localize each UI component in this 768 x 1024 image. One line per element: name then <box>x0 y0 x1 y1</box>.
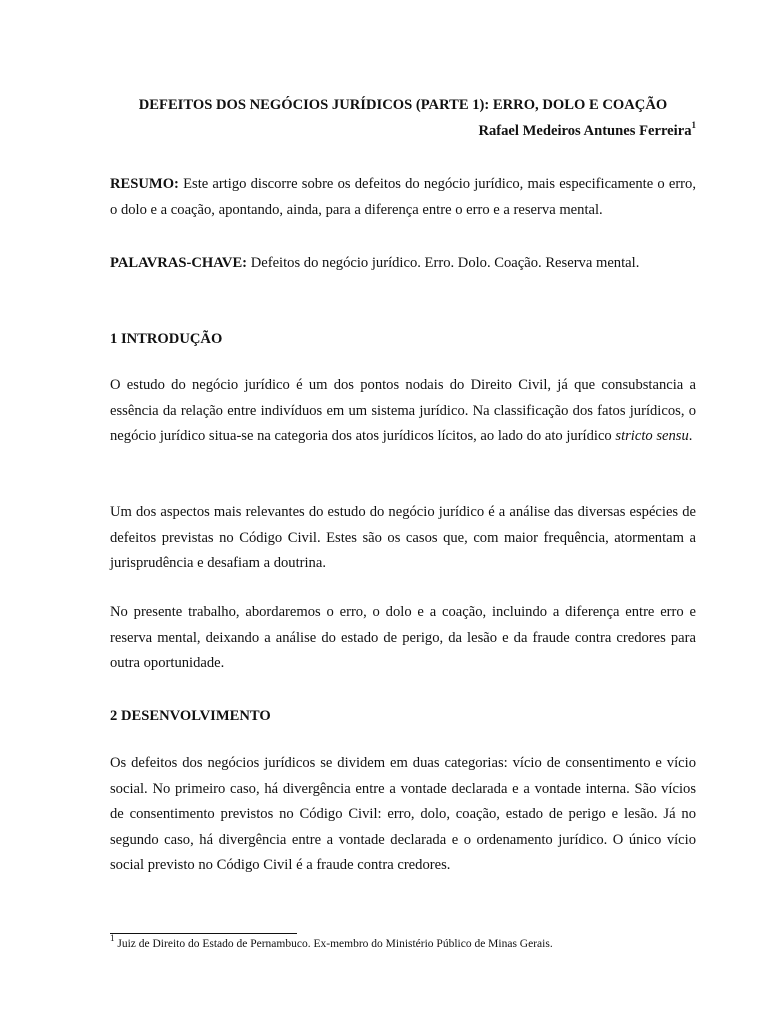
keywords-paragraph <box>110 251 696 277</box>
abstract-paragraph <box>110 172 696 223</box>
intro-paragraph-1 <box>110 373 696 450</box>
intro-paragraph-2: Um dos aspectos mais relevantes do estudo do negócio jurídico é a análise das diversas espécies de defeitos previstas no Código Civil. Estes são os casos que, com maior frequência, atormentam a jurisprudência e desafiam a doutrina. <box>110 504 696 571</box>
section-heading-development: 2 DESENVOLVIMENTO <box>110 708 271 724</box>
author-footnote-marker: 1 <box>691 120 696 131</box>
keywords-text: Defeitos do negócio jurídico. Erro. Dolo. Coação. Reserva mental. <box>247 255 640 271</box>
footnote-divider <box>110 933 297 934</box>
footnote <box>110 933 553 952</box>
footnote-marker: 1 <box>110 933 115 944</box>
section-heading-introduction: 1 INTRODUÇÃO <box>110 331 223 347</box>
author-line <box>478 121 696 141</box>
author-name: Rafael Medeiros Antunes Ferreira <box>478 123 692 139</box>
development-paragraph-1: Os defeitos dos negócios jurídicos se dividem em duas categorias: vício de consentimento e vício social. No primeiro caso, há divergência entre a vontade declarada e a vontade interna. São vícios de consentimento previstos no Código Civil: erro, dolo, coação, estado de perigo e lesão. Já no segundo caso, há divergência entre a vontade declarada e o ordenamento jurídico. O único vício social previsto no Código Civil é a fraude contra credores. <box>110 755 696 873</box>
abstract-text: Este artigo discorre sobre os defeitos do negócio jurídico, mais especificamente o erro, o dolo e a coação, apontando, ainda, para a diferença entre o erro e a reserva mental. <box>110 176 696 218</box>
abstract-label: RESUMO: <box>110 176 179 192</box>
footnote-text: Juiz de Direito do Estado de Pernambuco. Ex-membro do Ministério Público de Minas Gerais. <box>114 938 553 950</box>
keywords-label: PALAVRAS-CHAVE: <box>110 255 248 271</box>
intro-p1-text: O estudo do negócio jurídico é um dos pontos nodais do Direito Civil, já que consubstancia a essência da relação entre indivíduos em um sistema jurídico. Na classificação dos fatos jurídicos, o negócio jurídico situa-se na categoria dos atos jurídicos lícitos, ao lado do ato jurídico <box>110 377 696 444</box>
document-title: DEFEITOS DOS NEGÓCIOS JURÍDICOS (PARTE 1): ERRO, DOLO E COAÇÃO <box>138 97 668 113</box>
intro-p1-italic: stricto sensu <box>615 428 689 444</box>
intro-p1-end: . <box>688 428 693 444</box>
intro-paragraph-3: No presente trabalho, abordaremos o erro, o dolo e a coação, incluindo a diferença entre erro e reserva mental, deixando a análise do estado de perigo, da lesão e da fraude contra credores para outra oportunidade. <box>110 604 696 671</box>
